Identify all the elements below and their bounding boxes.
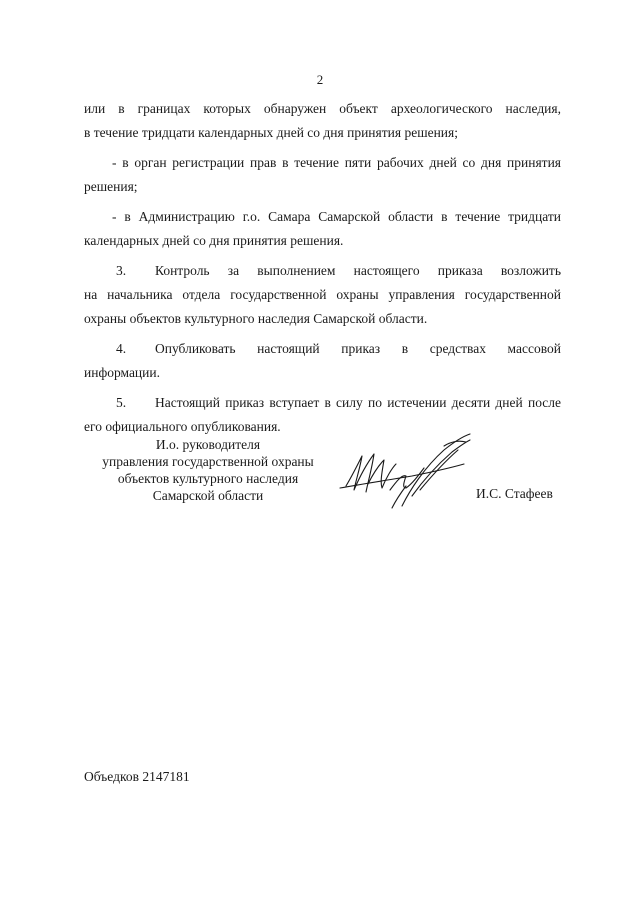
item-number: 4. xyxy=(116,341,127,356)
text-line: охраны объектов культурного наследия Самарской области. xyxy=(84,311,428,326)
text-line xyxy=(84,259,561,283)
text-line: - в орган регистрации прав в течение пяти рабочих дней со дня принятия xyxy=(112,155,561,170)
executor-note: Объедков 2147181 xyxy=(84,769,190,784)
list-item-registration-authority xyxy=(84,151,561,199)
text-line: или в границах которых обнаружен объект археологического наследия, xyxy=(84,101,561,116)
text-line: информации. xyxy=(84,365,160,380)
handwritten-signature xyxy=(332,424,482,524)
signer-name: И.С. Стафеев xyxy=(476,486,553,501)
paragraph-continuation xyxy=(84,97,561,145)
item-text: Контроль за выполнением настоящего приказа возложить xyxy=(155,263,561,278)
signatory-title-line: Самарской области xyxy=(152,488,264,503)
text-line xyxy=(84,337,561,361)
text-line: на начальника отдела государственной охраны управления государственной xyxy=(84,287,561,302)
text-line: решения; xyxy=(84,179,138,194)
signatory-title-line: И.о. руководителя xyxy=(155,437,261,452)
text-line: календарных дней со дня принятия решения. xyxy=(84,233,344,248)
text-line: в течение тридцати календарных дней со дня принятия решения; xyxy=(84,125,458,140)
page-number: 2 xyxy=(316,72,324,87)
numbered-item-3 xyxy=(84,259,561,331)
text-line: его официального опубликования. xyxy=(84,419,281,434)
text-line: - в Администрацию г.о. Самара Самарской области в течение тридцати xyxy=(112,209,561,224)
item-number: 5. xyxy=(116,395,127,410)
item-number: 3. xyxy=(116,263,127,278)
item-text: Настоящий приказ вступает в силу по истечении десяти дней после xyxy=(155,395,561,410)
signatory-title-line: управления государственной охраны xyxy=(102,454,314,469)
numbered-item-4 xyxy=(84,337,561,385)
signatory-title-line: объектов культурного наследия xyxy=(117,471,299,486)
document-body xyxy=(84,97,561,445)
list-item-administration xyxy=(84,205,561,253)
signatory-title xyxy=(84,436,332,504)
numbered-item-5 xyxy=(84,391,561,439)
item-text: Опубликовать настоящий приказ в средствах массовой xyxy=(155,341,561,356)
text-line xyxy=(84,391,561,415)
